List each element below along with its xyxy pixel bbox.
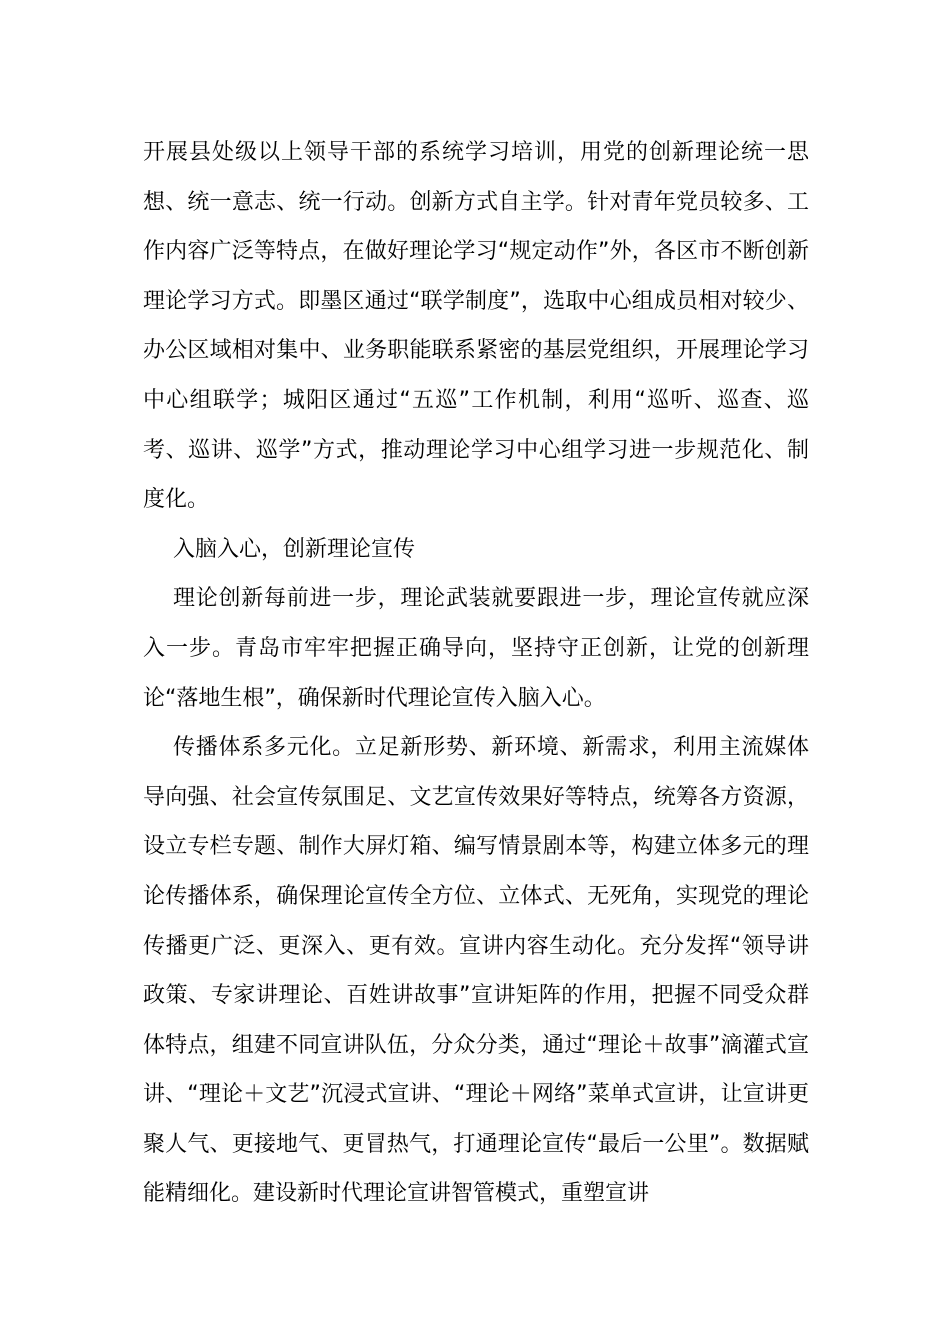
paragraph-intro: 理论创新每前进一步，理论武装就要跟进一步，理论宣传就应深入一步。青岛市牢牢把握正确导向，坚持守正创新，让党的创新理论“落地生根”，确保新时代理论宣传入脑入心。 [143,586,809,711]
paragraph-body: 传播体系多元化。立足新形势、新环境、新需求，利用主流媒体导向强、社会宣传氛围足、文艺宣传效果好等特点，统筹各方资源，设立专栏专题、制作大屏灯箱、编写情景剧本等，构建立体多元的理论传播体系，确保理论宣传全方位、立体式、无死角，实现党的理论传播更广泛、更深入、更有效。宣讲内容生动化。充分发挥“领导讲政策、专家讲理论、百姓讲故事”宣讲矩阵的作用，把握不同受众群体特点，组建不同宣讲队伍，分众分类，通过“理论＋故事”滴灌式宣讲、“理论＋文艺”沉浸式宣讲、“理论＋网络”菜单式宣讲，让宣讲更聚人气、更接地气、更冒热气，打通理论宣传“最后一公里”。数据赋能精细化。建设新时代理论宣讲智管模式，重塑宣讲 [143,735,809,1207]
section-heading: 入脑入心，创新理论宣传 [173,536,416,562]
document-page [143,128,809,1219]
paragraph-continuation: 开展县处级以上领导干部的系统学习培训，用党的创新理论统一思想、统一意志、统一行动。创新方式自主学。针对青年党员较多、工作内容广泛等特点，在做好理论学习“规定动作”外，各区市不断创新理论学习方式。即墨区通过“联学制度”，选取中心组成员相对较少、办公区域相对集中、业务职能联系紧密的基层党组织，开展理论学习中心组联学；城阳区通过“五巡”工作机制，利用“巡听、巡查、巡考、巡讲、巡学”方式，推动理论学习中心组学习进一步规范化、制度化。 [143,140,809,513]
